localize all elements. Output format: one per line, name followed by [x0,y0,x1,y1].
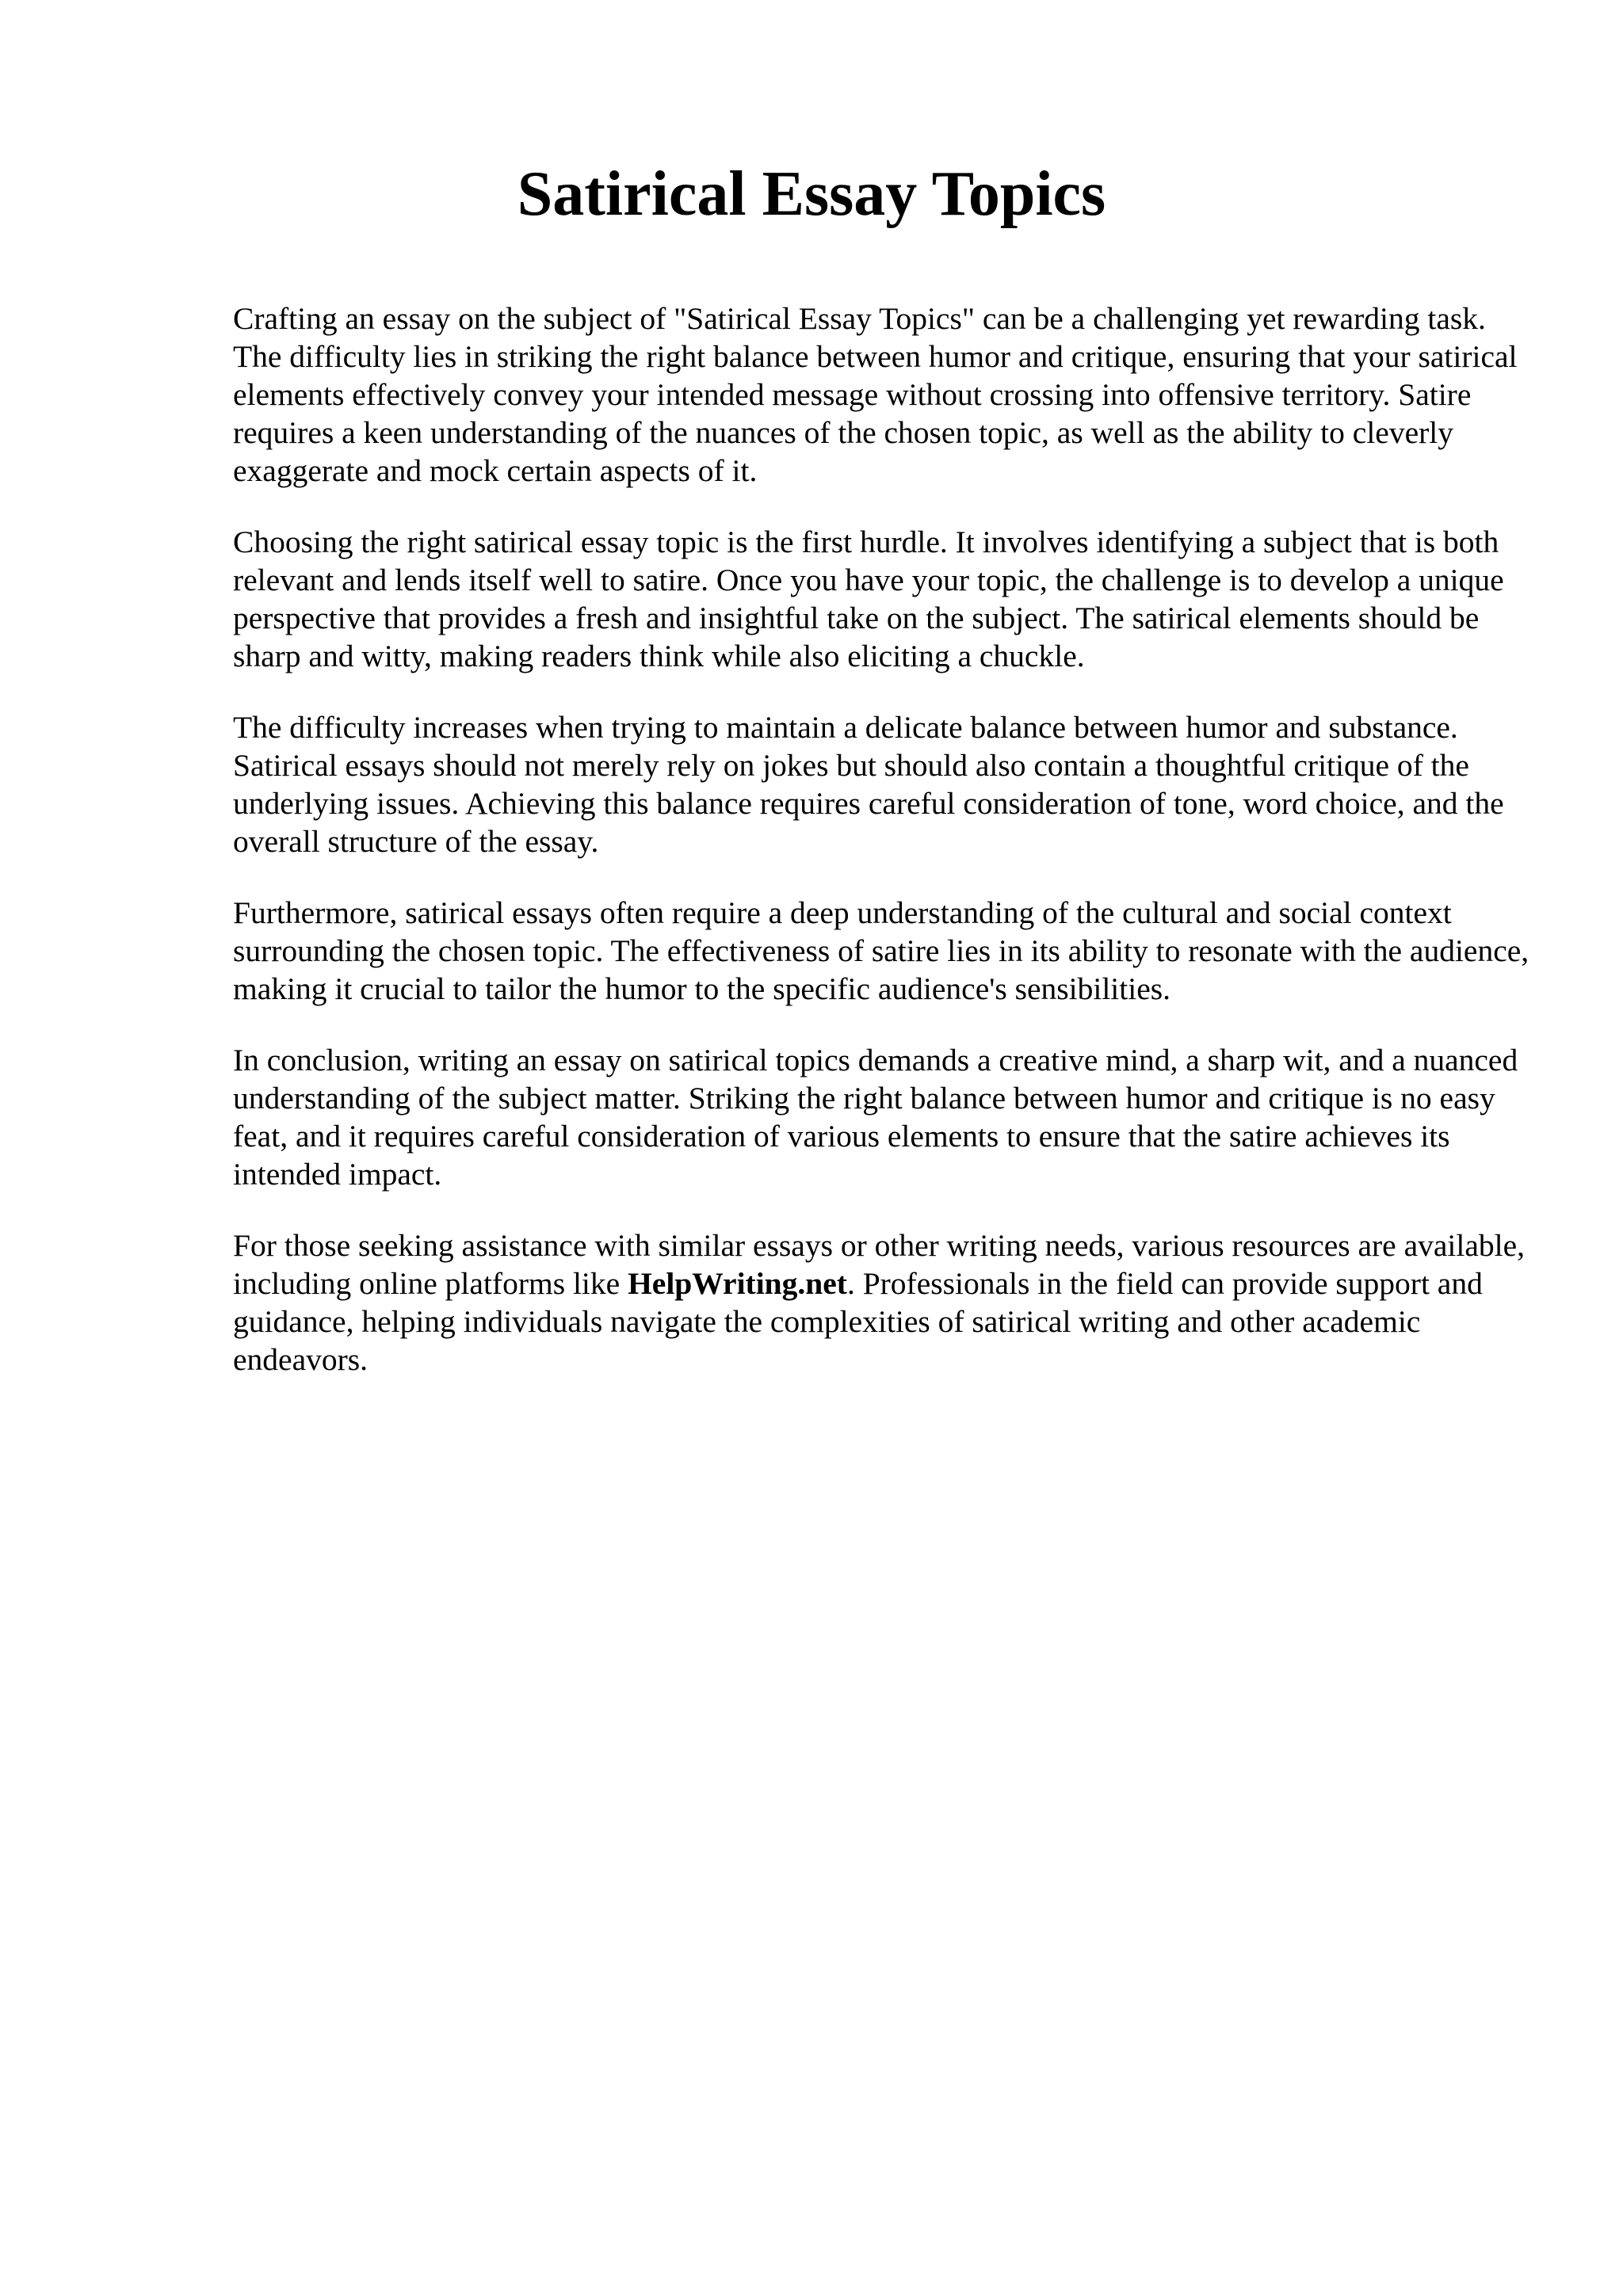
paragraph-difficulty: The difficulty increases when trying to maintain a delicate balance between humor and substance. Satirical essays should not merely rely on jokes but should also contain a thoughtful critique of the underlying issues. Achieving this balance requires careful consideration of tone, word choice, and the overall structure of the essay. [233,710,1504,859]
essay-body [233,299,1533,1412]
paragraph-choosing-topic: Choosing the right satirical essay topic is the first hurdle. It involves identifying a subject that is both relevant and lends itself well to satire. Once you have your topic, the challenge is to develop a unique perspective that provides a fresh and insightful take on the subject. The satirical elements should be sharp and witty, making readers think while also eliciting a chuckle. [233,524,1504,673]
paragraph-conclusion: In conclusion, writing an essay on satirical topics demands a creative mind, a sharp wit, and a nuanced understanding of the subject matter. Striking the right balance between humor and critique is no easy feat, and it requires careful consideration of various elements to ensure that the satire achieves its intended impact. [233,1043,1518,1192]
paragraph-intro: Crafting an essay on the subject of "Satirical Essay Topics" can be a challenging yet rewarding task. The difficulty lies in striking the right balance between humor and critique, ensuring that your satirical elements effectively convey your intended message without crossing into offensive territory. Satire requires a keen understanding of the nuances of the chosen topic, as well as the ability to cleverly exaggerate and mock certain aspects of it. [233,301,1518,488]
resources-text-after: . Professionals in the field can provide support and guidance, helping individuals navigate the complexities of satirical writing and other academic endeavors. [233,1266,1483,1377]
page-title: Satirical Essay Topics [517,159,1106,229]
helpwriting-link[interactable]: HelpWriting.net [628,1266,847,1301]
paragraph-cultural-context: Furthermore, satirical essays often require a deep understanding of the cultural and social context surrounding the chosen topic. The effectiveness of satire lies in its ability to resonate with the audience, making it crucial to tailor the humor to the specific audience's sensibilities. [233,895,1529,1006]
paragraph-resources [233,1226,1533,1379]
resources-text-before: For those seeking assistance with similar essays or other writing needs, various resources are available, including online platforms like [233,1228,1526,1301]
